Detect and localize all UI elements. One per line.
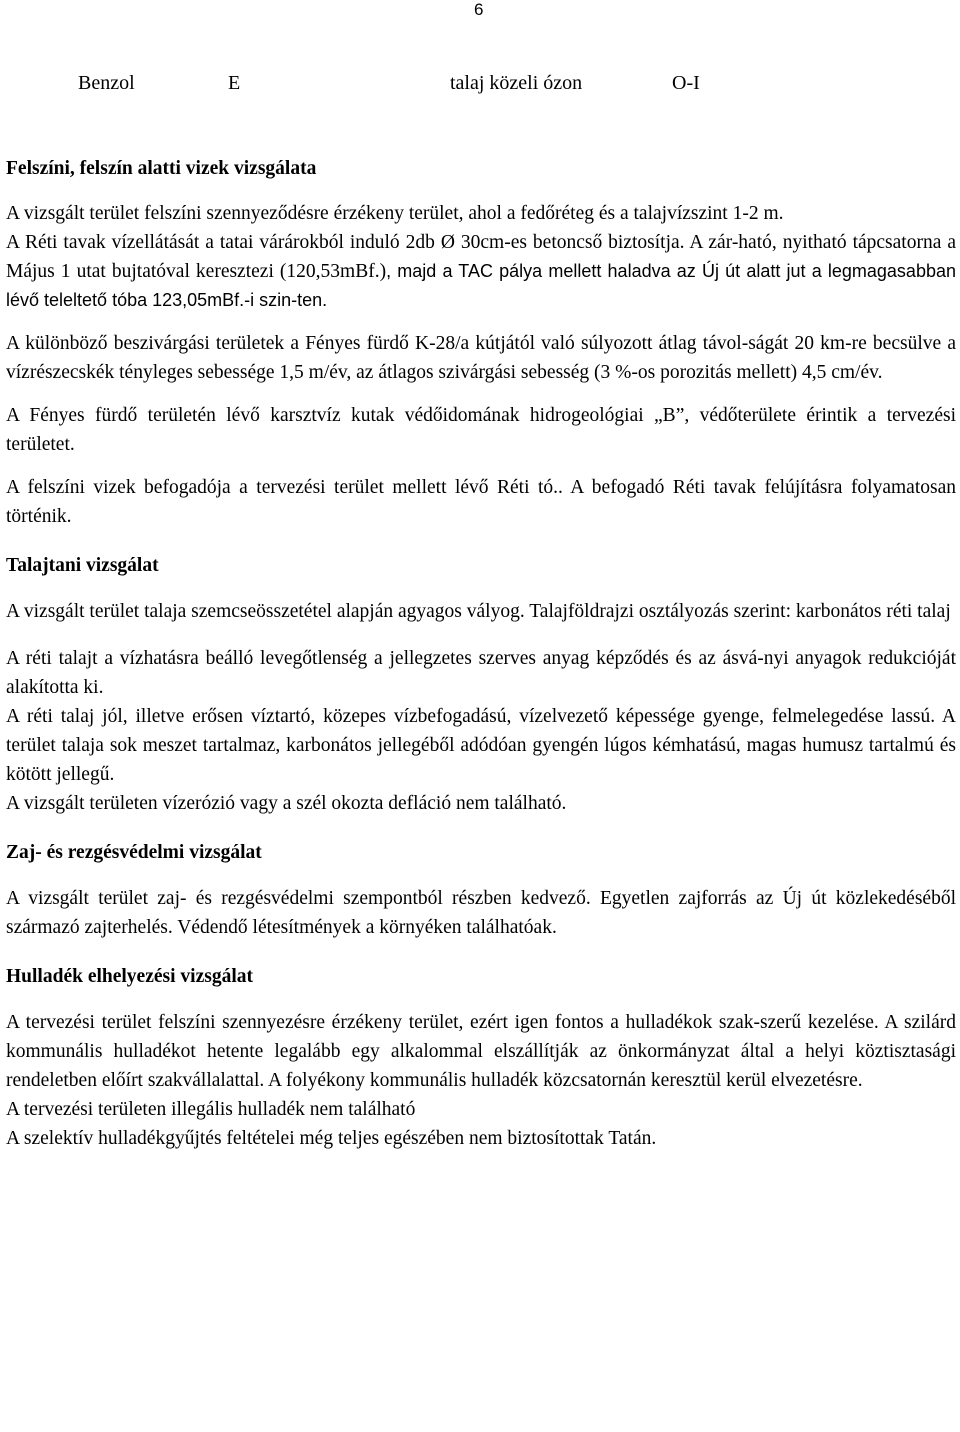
legend-item-oi: O-I (672, 72, 700, 94)
section-heading-soil: Talajtani vizsgálat (6, 555, 159, 576)
paragraph: A vizsgált terület zaj- és rezgésvédelmi szempontból részben kedvező. Egyetlen zajforrás az Új út közlekedéséből származó zajterhelés. Védendő létesítmények a környéken találhatóak. (6, 888, 956, 938)
page-number: 6 (474, 0, 484, 19)
paragraph: A réti talajt a vízhatásra beálló levegőtlenség a jellegzetes szerves anyag képződés és az ásvá-nyi anyagok redukcióját alakította ki. (6, 648, 956, 698)
paragraph-text: A Réti tavak vízellátását a tatai várárokból induló 2db Ø 30cm-es betoncső biztosítja. A zár-ható, nyitható tápcsatorna a Május 1 utat bujtatóval keresztezi (120,53mBf.) (6, 232, 956, 282)
legend-row (6, 70, 956, 98)
section-heading-noise: Zaj- és rezgésvédelmi vizsgálat (6, 842, 262, 863)
document-body (6, 70, 956, 1153)
paragraph: A tervezési területen illegális hulladék nem található (6, 1099, 416, 1120)
legend-item-benzol: Benzol (78, 72, 135, 94)
paragraph: A különböző beszivárgási területek a Fényes fürdő K-28/a kútjától való súlyozott átlag távol-ságát 20 km-re becsülve a vízrészecskék tényleges sebessége 1,5 m/év, az átlagos szivárgási sebesség (3 %-os porozitás mellett) 4,5 cm/év. (6, 333, 956, 383)
paragraph: A réti talaj jól, illetve erősen víztartó, közepes vízbefogadású, vízelvezető képessége gyenge, felmelegedése lassú. A terület talaja sok meszet tartalmaz, karbonátos jellegéből adódóan gyengén lúgos kémhatású, magas humusz tartalmú és kötött jellegű. (6, 706, 956, 785)
paragraph: A Fényes fürdő területén lévő karsztvíz kutak védőidomának hidrogeológiai „B”, védőterülete érintik a tervezési területet. (6, 405, 956, 455)
legend-item-e: E (228, 72, 241, 94)
paragraph: A vizsgált terület felszíni szennyeződésre érzékeny terület, ahol a fedőréteg és a talajvízszint 1-2 m. (6, 203, 784, 224)
paragraph: A szelektív hulladékgyűjtés feltételei még teljes egészében nem biztosítottak Tatán. (6, 1128, 657, 1149)
paragraph (6, 228, 956, 315)
section-heading-water: Felszíni, felszín alatti vizek vizsgálata (6, 158, 317, 179)
paragraph: A vizsgált területen vízerózió vagy a szél okozta defláció nem található. (6, 793, 567, 814)
paragraph: A felszíni vizek befogadója a tervezési terület mellett lévő Réti tó.. A befogadó Réti tavak felújításra folyamatosan történik. (6, 477, 956, 527)
paragraph-text: , majd a TAC pálya mellett haladva az Új út alatt jut a legmagasabban lévő teleltető tóba 123,05mBf.-i szin-ten. (6, 261, 956, 310)
paragraph: A vizsgált terület talaja szemcseösszetétel alapján agyagos vályog. Talajföldrajzi osztályozás szerint: karbonátos réti talaj (6, 601, 951, 622)
section-heading-waste: Hulladék elhelyezési vizsgálat (6, 966, 253, 987)
paragraph: A tervezési terület felszíni szennyezésre érzékeny terület, ezért igen fontos a hulladékok szak-szerű kezelése. A szilárd kommunális hulladékot hetente legalább egy alkalommal elszállítják az önkormányzat által a helyi köztisztasági rendeletben előírt szakvállalattal. A folyékony kommunális hulladék közcsatornán keresztül kerül elvezetésre. (6, 1012, 956, 1091)
legend-item-ozone: talaj közeli ózon (450, 72, 583, 94)
